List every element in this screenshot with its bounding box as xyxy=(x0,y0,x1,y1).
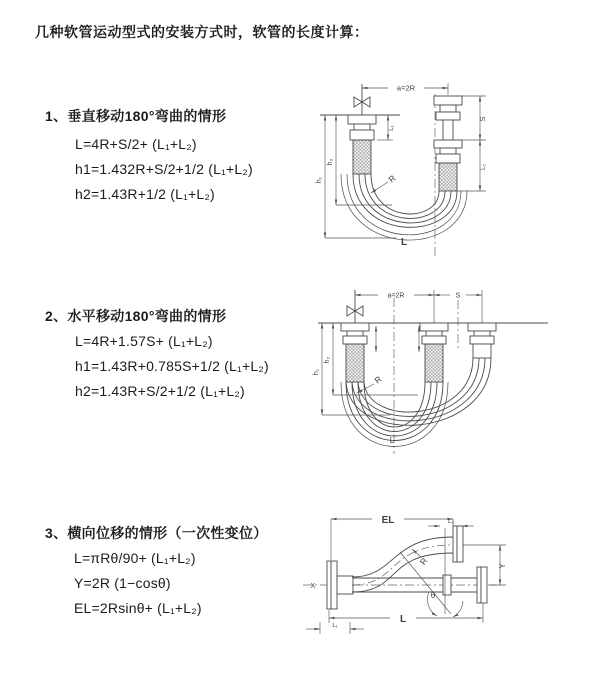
dim-l2 xyxy=(428,519,474,526)
section-2-heading: 2、水平移动180°弯曲的情形 xyxy=(45,308,227,324)
dim-a2r xyxy=(355,293,434,300)
page-title: 几种软管运动型式的安装方式时，软管的长度计算： xyxy=(35,24,369,40)
dim-el xyxy=(331,515,453,560)
dim-l1-label: L₁ xyxy=(332,623,338,629)
dim-l-label: L xyxy=(399,614,407,625)
diagram-vertical-180-bend xyxy=(308,72,600,262)
dim-h2-label: h₂ xyxy=(324,356,331,364)
section-1-formula-h2: h2=1.43R+1/2 (L₁+L₂) xyxy=(75,186,215,202)
section-3-formula-EL: EL=2Rsinθ+ (L₁+L₂) xyxy=(74,600,202,616)
section-3-heading: 3、横向位移的情形（一次性变位） xyxy=(45,525,268,541)
section-2-formula-h2: h2=1.43R+S/2+1/2 (L₁+L₂) xyxy=(75,383,245,399)
dim-l xyxy=(329,603,483,625)
dim-l1-label: L₁ xyxy=(389,125,395,131)
left-fitting xyxy=(348,115,376,174)
length-label: L xyxy=(400,237,408,248)
dim-el-label: EL xyxy=(381,515,395,526)
right-lower-flange xyxy=(477,567,487,603)
section-3-formula-L: L=πRθ/90+ (L₁+L₂) xyxy=(74,550,196,566)
dim-a2r-label: a=2R xyxy=(396,83,416,93)
section-1-formula-h1: h1=1.432R+S/2+1/2 (L₁+L₂) xyxy=(75,161,253,177)
radius-callout xyxy=(412,549,429,567)
radius-callout xyxy=(371,173,398,193)
section-1-heading: 1、垂直移动180°弯曲的情形 xyxy=(45,108,227,124)
dim-l2 xyxy=(480,140,487,191)
dim-l2-label: L₂ xyxy=(448,519,454,525)
dim-s-label: S xyxy=(478,116,487,122)
diagram-horizontal-180-bend xyxy=(312,282,564,458)
radius-label: R xyxy=(386,172,398,185)
dim-a2r-label: a=2R xyxy=(387,292,405,300)
section-1-formula-L: L=4R+S/2+ (L₁+L₂) xyxy=(75,136,197,152)
dim-l1 xyxy=(306,622,364,634)
angle-label: θ xyxy=(430,591,436,600)
fitting-1 xyxy=(341,323,369,382)
dim-h2-label: h₂ xyxy=(327,158,334,166)
section-2-formula-L: L=4R+1.57S+ (L₁+L₂) xyxy=(75,333,213,349)
section-2-formula-h1: h1=1.43R+0.785S+1/2 (L₁+L₂) xyxy=(75,358,269,374)
left-flange xyxy=(327,561,353,609)
axis-mark-label: X xyxy=(310,583,316,590)
valve-icon xyxy=(354,84,370,115)
dim-l2-label: L₂ xyxy=(481,164,487,170)
hose-u-bend-position-1 xyxy=(341,382,448,447)
dim-y-label: Y xyxy=(498,563,507,569)
radius-label: R xyxy=(372,373,384,386)
fitting-3 xyxy=(468,323,496,358)
dim-s xyxy=(434,293,482,300)
dim-s-label: S xyxy=(455,292,461,300)
diagram-lateral-displacement xyxy=(298,505,596,655)
right-fitting xyxy=(434,96,462,191)
section-3-formula-Y: Y=2R (1−cosθ) xyxy=(74,575,171,591)
dim-h2 xyxy=(324,323,418,395)
right-upper-flange xyxy=(453,526,463,562)
dim-l1 xyxy=(377,115,395,140)
dim-a2r xyxy=(362,83,448,95)
dim-h1-label: h₁ xyxy=(316,176,323,184)
radius-label: R xyxy=(417,555,430,567)
dim-h1-label: h₁ xyxy=(313,368,320,376)
length-label: L xyxy=(389,436,395,445)
hose-s-curve xyxy=(352,537,453,592)
fitting-2 xyxy=(420,323,448,382)
